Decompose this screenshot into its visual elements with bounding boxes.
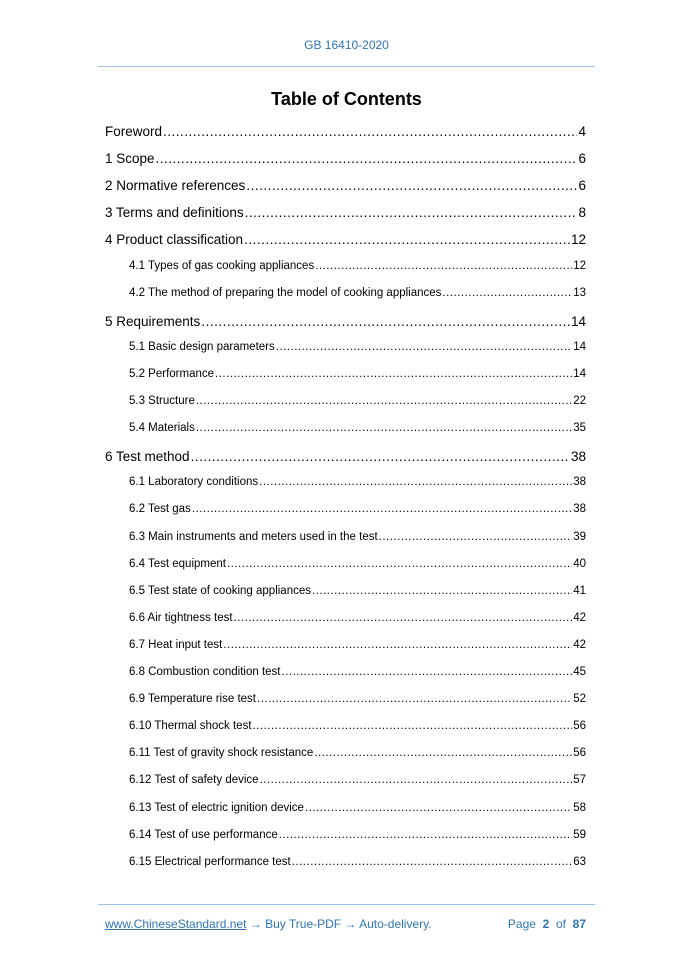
toc-leader-dots — [196, 422, 572, 434]
toc-entry-page: 42 — [573, 638, 586, 651]
toc-entry-page: 38 — [570, 449, 586, 465]
toc-entry-page: 4 — [578, 124, 586, 139]
toc-entry-page: 14 — [573, 340, 586, 353]
toc-entry[interactable] — [105, 124, 586, 139]
toc-entry-page: 12 — [570, 232, 586, 248]
toc-entry-label: 6.2 Test gas — [129, 503, 191, 516]
toc-entry[interactable] — [129, 260, 586, 272]
toc-leader-dots — [260, 774, 573, 786]
toc-leader-dots — [191, 449, 570, 464]
toc-leader-dots — [201, 314, 570, 329]
toc-entry-page: 6 — [578, 178, 586, 194]
toc-entry-label: 6.5 Test state of cooking appliances — [129, 584, 311, 597]
footer-promo — [105, 917, 432, 931]
toc-entry-label: 5.3 Structure — [129, 395, 195, 407]
toc-leader-dots — [279, 829, 572, 841]
toc-entry[interactable] — [129, 747, 586, 759]
toc-entry-label: 5 Requirements — [105, 313, 201, 329]
toc-entry-page: 8 — [578, 205, 586, 221]
toc-entry-page: 12 — [573, 259, 586, 272]
toc-entry[interactable] — [105, 205, 586, 220]
toc-entry-page: 42 — [573, 611, 586, 624]
toc-entry-label: 6.4 Test equipment — [129, 557, 226, 570]
toc-leader-dots — [276, 341, 572, 353]
toc-entry[interactable] — [105, 151, 586, 166]
toc-leader-dots — [245, 205, 578, 220]
toc-leader-dots — [442, 287, 572, 299]
toc-entry[interactable] — [129, 531, 586, 543]
toc-leader-dots — [315, 260, 572, 272]
toc-entry-label: 4.2 The method of preparing the model of cooking appliances — [129, 286, 442, 299]
toc-entry[interactable] — [129, 585, 586, 597]
toc-entry-label: 5.4 Materials — [129, 422, 195, 435]
toc-leader-dots — [196, 395, 572, 407]
toc-entry[interactable] — [105, 449, 586, 464]
toc-entry-page: 22 — [573, 395, 586, 407]
toc-leader-dots — [234, 612, 573, 624]
toc-leader-dots — [314, 747, 572, 759]
toc-entry[interactable] — [129, 802, 586, 814]
toc-entry-label: 6.11 Test of gravity shock resistance — [129, 747, 314, 760]
toc-entry[interactable] — [129, 829, 586, 841]
toc-entry-page: 6 — [578, 151, 586, 167]
toc-leader-dots — [244, 232, 570, 247]
toc-entry-label: 6.10 Thermal shock test — [129, 720, 252, 733]
toc-leader-dots — [215, 368, 572, 380]
toc-entry[interactable] — [129, 693, 586, 705]
toc-entry-label: 5.2 Performance — [129, 367, 215, 380]
toc-entry[interactable] — [129, 666, 586, 678]
toc-entry[interactable] — [129, 287, 586, 299]
page-current: 2 — [542, 917, 550, 931]
toc-entry-page: 38 — [573, 503, 586, 516]
toc-entry-label: 5.1 Basic design parameters — [129, 340, 275, 353]
document-id-header: GB 16410-2020 — [304, 38, 389, 52]
toc-entry[interactable] — [129, 503, 586, 515]
toc-entry-label: 6 Test method — [105, 449, 190, 465]
toc-leader-dots — [223, 639, 572, 651]
page-of: of — [555, 917, 566, 931]
toc-entry[interactable] — [129, 395, 586, 407]
toc-entry-page: 39 — [573, 530, 586, 543]
toc-entry-label: 6.7 Heat input test — [129, 638, 223, 651]
toc-entry-label: Foreword — [105, 124, 163, 139]
toc-entry-page: 14 — [573, 367, 586, 380]
toc-leader-dots — [253, 720, 573, 732]
toc-entry[interactable] — [129, 856, 586, 868]
toc-entry-page: 57 — [573, 774, 586, 787]
toc-entry-page: 41 — [573, 584, 586, 597]
toc-entry-label: 4.1 Types of gas cooking appliances — [129, 259, 315, 272]
toc-leader-dots — [259, 476, 572, 488]
toc-entry-label: 6.8 Combustion condition test — [129, 666, 281, 678]
toc-leader-dots — [312, 585, 572, 597]
toc-leader-dots — [257, 693, 572, 705]
toc-entry-label: 6.15 Electrical performance test — [129, 855, 291, 868]
toc-entry-label: 6.3 Main instruments and meters used in the test — [129, 530, 378, 543]
toc-entry-page: 40 — [573, 557, 586, 570]
page-counter — [508, 917, 586, 931]
toc-entry[interactable] — [129, 720, 586, 732]
toc-entry-label: 6.14 Test of use performance — [129, 828, 278, 841]
toc-leader-dots — [246, 178, 577, 193]
page-prefix: Page — [507, 917, 536, 931]
toc-entry-page: 58 — [573, 801, 586, 814]
toc-leader-dots — [156, 151, 578, 166]
toc-entry-label: 2 Normative references — [105, 178, 246, 194]
toc-leader-dots — [292, 856, 572, 868]
toc-entry[interactable] — [129, 422, 586, 434]
toc-leader-dots — [305, 802, 572, 814]
toc-entry-label: 6.1 Laboratory conditions — [129, 476, 259, 489]
toc-entry[interactable] — [129, 639, 586, 651]
toc-entry[interactable] — [105, 178, 586, 193]
toc-entry-label: 3 Terms and definitions — [105, 205, 244, 221]
toc-leader-dots — [192, 503, 572, 515]
toc-entry[interactable] — [129, 341, 586, 353]
toc-leader-dots — [379, 531, 573, 543]
website-link[interactable]: www.ChineseStandard.net — [105, 917, 247, 931]
footer-divider — [98, 904, 595, 905]
page-total: 87 — [572, 917, 586, 931]
toc-entry-page: 14 — [570, 313, 586, 329]
toc-entry-page: 38 — [573, 476, 586, 489]
footer-promo-text: → Buy True-PDF → Auto-delivery. — [246, 917, 432, 931]
toc-entry-label: 1 Scope — [105, 151, 155, 167]
toc-entry-label: 4 Product classification — [105, 232, 244, 248]
header-divider — [98, 66, 595, 67]
page-footer — [105, 917, 586, 931]
toc-entry-page: 13 — [573, 286, 586, 299]
toc-entry[interactable] — [105, 314, 586, 329]
toc-entry[interactable] — [129, 476, 586, 488]
toc-entry-label: 6.9 Temperature rise test — [129, 693, 256, 706]
toc-entry-label: 6.13 Test of electric ignition device — [129, 801, 304, 814]
toc-entry-page: 59 — [573, 828, 586, 841]
toc-leader-dots — [227, 558, 572, 570]
toc-entry[interactable] — [129, 368, 586, 380]
toc-leader-dots — [163, 124, 577, 139]
toc-entry-page: 56 — [573, 720, 586, 733]
toc-entry-page: 56 — [573, 747, 586, 760]
toc-entry-label: 6.6 Air tightness test — [129, 611, 233, 624]
toc-entry-label: 6.12 Test of safety device — [129, 774, 259, 787]
toc-entry[interactable] — [129, 774, 586, 786]
toc-entry-page: 45 — [573, 666, 586, 678]
toc-leader-dots — [282, 666, 573, 678]
toc-entry-page: 63 — [573, 855, 586, 868]
toc-entry[interactable] — [129, 612, 586, 624]
page-title: Table of Contents — [271, 89, 422, 109]
toc-entry[interactable] — [105, 232, 586, 247]
toc-entry[interactable] — [129, 558, 586, 570]
toc-entry-page: 52 — [573, 693, 586, 706]
toc-entry-page: 35 — [573, 422, 586, 435]
